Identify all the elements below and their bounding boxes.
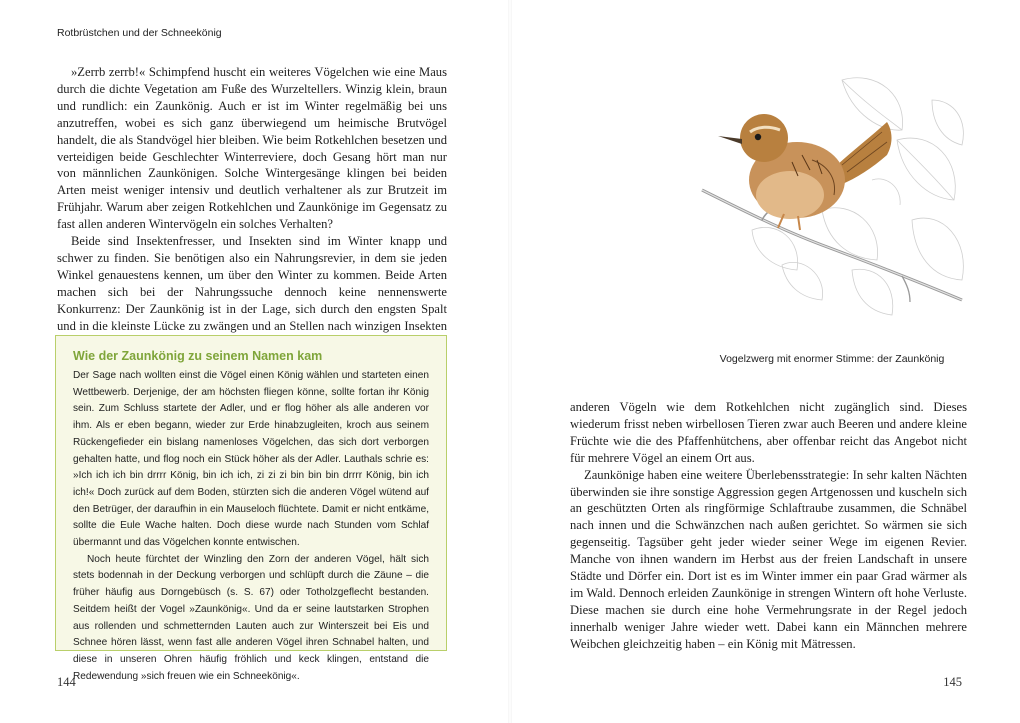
info-box-text xyxy=(73,368,429,685)
right-page xyxy=(510,0,1020,723)
info-box-title: Wie der Zaunkönig zu seinem Namen kam xyxy=(73,349,323,363)
running-head: Rotbrüstchen und der Schneekönig xyxy=(57,27,222,39)
page-number-left: 144 xyxy=(57,675,76,689)
paragraph-1: »Zerrb zerrb!« Schimpfend huscht ein weiteres Vögelchen wie eine Maus durch die dichte Vegetation am Fuße des Wurzeltellers. Winzig klein, braun und rundlich: ein Zaunkönig. Auch er ist im Winter regelmäßig bei uns anzutreffen, wobei es sich ganz überwiegend um heimische Brutvögel handelt, die als Standvögel hier bleiben. Wie beim Rotkehlchen besetzen und verteidigen beide Geschlechter Winterreviere, doch Gesang hört man nur von männlichen Zaunkönigen. Solche Wintergesänge klingen bei beiden Arten meist weniger intensiv und deutlich verhaltener als zur Brutzeit im Frühjahr. Warum aber zeigen Rotkehlchen und Zaunkönige im Gegensatz zu fast allen anderen Wintervögeln ein solches Verhalten? xyxy=(57,65,447,232)
image-caption: Vogelzwerg mit enormer Stimme: der Zaunkönig xyxy=(719,353,945,365)
left-body-text xyxy=(57,64,447,351)
paragraph-4: Zaunkönige haben eine weitere Überlebensstrategie: In sehr kalten Nächten überwinden sie ihre sonstige Aggression gegen Artgenossen und kuscheln sich an geschützten Orten als ringförmige Schlaftraube zusammen, die Schnäbel nach innen und die Schwänzchen nach außen gerichtet. So wärmen sie sich gegenseitig. Tagsüber geht jeder wieder seiner Wege im eigenen Revier. Manche von ihnen wandern im Herbst aus der freien Landschaft in unsere Städte und Dörfer ein. Dort ist es im Winter immer ein paar Grad wärmer als im Wald. Dennoch erleiden Zaunkönige in strengen Wintern oft hohe Verluste. Diese machen sie durch eine hohe Vermehrungsrate in der Regel jedoch innerhalb weniger Jahre wieder wett. Dabei kann ein Männchen mehrere Weibchen gleichzeitig haben – ein König mit Mätressen. xyxy=(570,467,967,651)
paragraph-2: Beide sind Insektenfresser, und Insekten sind im Winter knapp und schwer zu finden. Sie benötigen also ein Nahrungsrevier, in dem sie jeden Winkel genauestens kennen, um über den Winter zu kommen. Beide Arten machen sich bei der Nahrungssuche dennoch keine nennenswerte Konkurrenz: Der Zaunkönig ist in der Lage, sich durch den engsten Spalt und in die kleinste Lücke zu zwängen und an Stellen nach winzigen Insekten xyxy=(57,234,447,333)
info-box-paragraph-1: Der Sage nach wollten einst die Vögel einen König wählen und starteten einen Wettbewerb. Derjenige, der am höchsten fliegen könne, sollte fortan ihr König sein. Zum Schluss startete der Adler, und er flog höher als alle anderen vor ihm. Als er eben begann, wieder zur Erde hinabzugleiten, kroch aus seinem Rückengefieder ein bislang namenloses Vögelchen, das sich dort verborgen gehalten hatte, und flog noch ein Stück höher als der Adler. Lauthals schrie es: »Ich ich ich bin drrrr König, bin ich ich, zi zi zi bin bin bin drrrr König, bin ich ich!« Doch zurück auf dem Boden, stürzten sich die anderen Vögel wütend auf den Betrüger, der daraufhin in ein Mauseloch flüchtete. Damit er nicht entkäme, sollte die Eule Wache halten. Doch diese wurde nach Stunden vom Schlaf übermannt und das Vögelchen konnte entwischen. xyxy=(73,370,429,549)
info-box-paragraph-2: Noch heute fürchtet der Winzling den Zorn der anderen Vögel, hält sich stets bodennah in der Deckung verborgen und schlüpft durch die Zäune – die früher häufig aus Dorngebüsch (s. S. 67) oder Totholzgeflecht bestanden. Seitdem heißt der Vogel »Zaunkönig«. Und da er seine lautstarken Strophen aus rollenden und schmetternden Lauten auch zur Winterszeit bei Eis und Schnee hören lässt, wenn fast alle anderen Vögel ihren Schnabel halten, und diese in unseren Ohren häufig fröhlich und keck klingen, entstand die Redewendung »sich freuen wie ein Schneekönig«. xyxy=(73,553,429,682)
wren-illustration xyxy=(692,60,972,330)
paragraph-3: anderen Vögeln wie dem Rotkehlchen nicht zugänglich sind. Dieses wiederum frisst neben wirbellosen Tieren zwar auch Beeren und andere kleine Früchte wie die des Pfaffenhütchens, aber offenbar reicht das Angebot nicht für mehrere Vögel an einem Ort aus. xyxy=(570,400,967,465)
right-body-text xyxy=(570,399,967,653)
page-number-right: 145 xyxy=(943,675,962,689)
